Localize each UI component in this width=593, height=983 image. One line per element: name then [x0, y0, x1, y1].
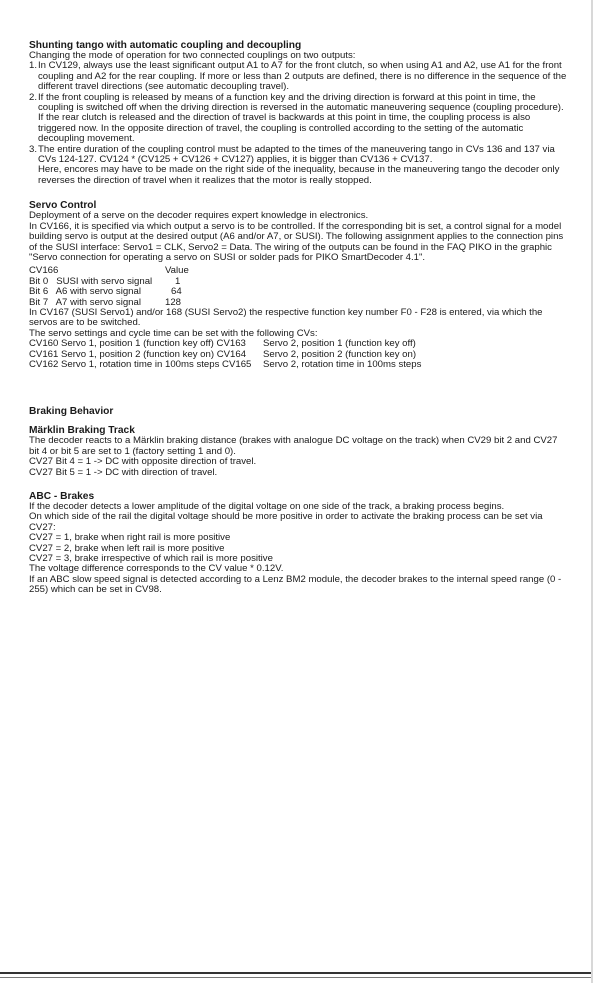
- servo-para-4: The servo settings and cycle time can be set with the following CVs:: [29, 327, 318, 339]
- abc-heading: ABC - Brakes: [29, 491, 95, 502]
- list-number: 1.: [29, 60, 38, 72]
- list-text: In CV129, always use the least significant output A1 to A7 for the front clutch, so when using A1 and A2, use A1 for the front coupling and A2 for the rear coupling. If more or less than 2 outputs are defined, there is no difference in the sequence of the different travel directions (see automatic decoupling travel).: [38, 60, 567, 93]
- shunting-list: [29, 61, 567, 186]
- abc-line: CV27 = 2, brake when left rail is more positive: [29, 542, 225, 554]
- cv-right: Servo 2, position 1 (function key off): [263, 338, 416, 350]
- document-page: [29, 40, 567, 596]
- list-number: 2.: [29, 91, 38, 103]
- section-servo: [29, 200, 567, 370]
- shunting-heading: Shunting tango with automatic coupling and decoupling: [29, 40, 302, 51]
- list-item: [29, 93, 567, 145]
- abc-line: If the decoder detects a lower amplitude of the digital voltage on one side of the track, a braking process begins.: [29, 501, 505, 512]
- servo-heading: Servo Control: [29, 200, 97, 212]
- table-cell: 1: [175, 275, 181, 287]
- table-cell: Bit 6 A6 with servo signal: [29, 286, 141, 298]
- list-item: [29, 61, 567, 92]
- list-text: If the front coupling is released by means of a function key and the driving direction is forward at this point in time, the coupling is switched off when the driving direction is reversed in the automatic maneuvering sequence (coupling procedure). If the rear clutch is released and the direction of travel is backwards at this point in time, the coupling process is also triggered now. In the opposite direction of travel, the coupling is controlled according to the setting of the automatic decoupling movement.: [38, 91, 564, 145]
- table-cell: 128: [165, 296, 182, 308]
- table-cell: Bit 0 SUSI with servo signal: [29, 275, 153, 287]
- marklin-line: CV27 Bit 4 = 1 -> DC with opposite direction of travel.: [29, 456, 257, 468]
- section-shunting: [29, 40, 567, 186]
- servo-bit-table: [29, 266, 567, 308]
- list-item: [29, 339, 567, 349]
- abc-line: On which side of the rail the digital voltage should be more positive in order to activate the braking process can be set via CV27:: [29, 511, 543, 533]
- page-bottom-rule-secondary: [0, 977, 593, 978]
- list-item: [29, 360, 567, 370]
- table-header-cv: CV166: [29, 265, 59, 277]
- cv-right: Servo 2, position 2 (function key on): [263, 348, 417, 360]
- list-number: 3.: [29, 143, 38, 155]
- marklin-line: CV27 Bit 5 = 1 -> DC with direction of travel.: [29, 466, 218, 478]
- cv-right: Servo 2, rotation time in 100ms steps: [263, 358, 422, 370]
- servo-para-3: In CV167 (SUSI Servo1) and/or 168 (SUSI Servo2) the respective function key number F0 - F28 is entered, via which the servos are to be switched.: [29, 306, 543, 329]
- list-text: The entire duration of the coupling control must be adapted to the times of the maneuvering tango in CVs 136 and 137 via CVs 124-127. CV124 * (CV125 + CV126 + CV127) applies, it is bigger than CV136 + CV137.: [38, 143, 555, 166]
- table-cell: Bit 7 A7 with servo signal: [29, 296, 141, 308]
- braking-heading: Braking Behavior: [29, 406, 114, 418]
- marklin-line: The decoder reacts to a Märklin braking distance (brakes with analogue DC voltage on the track) when CV29 bit 2 and CV27 bit 4 or bit 5 are set to 1 (factory setting 1 and 0).: [29, 435, 558, 457]
- servo-para-1: Deployment of a serve on the decoder requires expert knowledge in electronics.: [29, 210, 369, 222]
- servo-cv-list: [29, 339, 567, 370]
- list-text-extra: Here, encores may have to be made on the right side of the inequality, because in the maneuvering tango the decoder only reverses the direction of travel when it realizes that the motor is really stopped.: [38, 164, 560, 186]
- shunting-intro: Changing the mode of operation for two connected couplings on two outputs:: [29, 50, 356, 61]
- cv-left: CV162 Servo 1, rotation time in 100ms steps CV165: [29, 358, 252, 370]
- marklin-heading: Märklin Braking Track: [29, 425, 135, 437]
- abc-line: If an ABC slow speed signal is detected according to a Lenz BM2 module, the decoder brakes to the internal speed range (0 - 255) which can be set in CV98.: [29, 573, 562, 596]
- section-braking: [29, 406, 567, 595]
- list-item: [29, 145, 567, 187]
- table-cell: 64: [171, 286, 182, 298]
- table-header-value: Value: [165, 265, 189, 277]
- page-bottom-rule: [0, 972, 593, 974]
- servo-para-2: In CV166, it is specified via which output a servo is to be controlled. If the corresponding bit is set, a control signal for a model building servo is output at the desired output (A6 and/or A7, or SUSI). The following assignment applies to the connection pins of the SUSI interface: Servo1 = CLK, Servo2 = Data. The wiring of the outputs can be found in the FAQ PIKO in the graphic "Servo connection for operating a servo on SUSI or solder pads for PIKO SmartDecoder 4.1".: [29, 220, 564, 263]
- cv-left: CV160 Servo 1, position 1 (function key off) CV163: [29, 338, 246, 350]
- cv-left: CV161 Servo 1, position 2 (function key on) CV164: [29, 348, 247, 360]
- abc-line: The voltage difference corresponds to the CV value * 0.12V.: [29, 563, 284, 575]
- abc-line: CV27 = 1, brake when right rail is more positive: [29, 532, 231, 544]
- abc-line: CV27 = 3, brake irrespective of which rail is more positive: [29, 553, 273, 565]
